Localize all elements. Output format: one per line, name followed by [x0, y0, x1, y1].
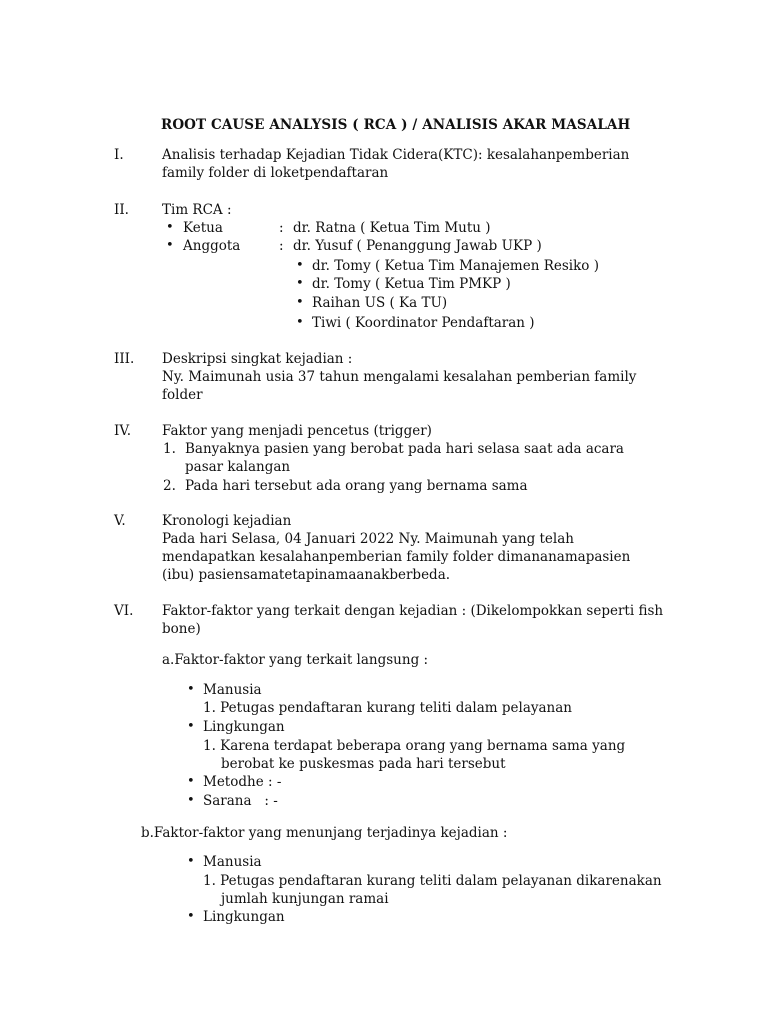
sub-a-manusia-item: 1. Petugas pendaftaran kurang teliti dalam pelayanan: [203, 700, 572, 716]
section-numeral-3: III.: [114, 351, 135, 367]
section-1-line-2: family folder di loketpendaftaran: [162, 165, 389, 181]
sub-a-sarana: Sarana : -: [203, 793, 278, 809]
section-1-line-1: Analisis terhadap Kejadian Tidak Cidera(KTC): kesalahanpemberian: [162, 147, 630, 163]
section-6-line-1: Faktor-faktor yang terkait dengan kejadian : (Dikelompokkan seperti fish: [162, 603, 664, 619]
trigger-item-line: pasar kalangan: [185, 459, 291, 475]
ketua-colon: :: [279, 220, 284, 236]
bullet-icon: •: [187, 909, 195, 924]
section-numeral-2: II.: [114, 202, 129, 218]
trigger-number: 1.: [163, 441, 176, 457]
bullet-icon: •: [187, 682, 195, 697]
member-item: dr. Tomy ( Ketua Tim PMKP ): [312, 276, 511, 292]
anggota-label: Anggota: [183, 238, 241, 254]
section-5-heading: Kronologi kejadian: [162, 513, 292, 529]
sub-a-manusia: Manusia: [203, 682, 262, 698]
section-6-line-2: bone): [162, 621, 201, 637]
sub-a-lingkungan: Lingkungan: [203, 719, 285, 735]
document-title: ROOT CAUSE ANALYSIS ( RCA ) / ANALISIS AKAR MASALAH: [161, 117, 631, 133]
anggota-colon: :: [279, 238, 284, 254]
bullet-icon: •: [187, 719, 195, 734]
bullet-icon: •: [296, 258, 304, 273]
section-3-line-2: folder: [162, 387, 203, 403]
section-5-line-2: mendapatkan kesalahanpemberian family folder dimananamapasien: [162, 549, 631, 565]
bullet-icon: •: [166, 238, 174, 253]
section-numeral-6: VI.: [114, 603, 134, 619]
ketua-label: Ketua: [183, 220, 223, 236]
bullet-icon: •: [296, 295, 304, 310]
section-3-heading: Deskripsi singkat kejadian :: [162, 351, 353, 367]
sub-a-heading: a.Faktor-faktor yang terkait langsung :: [162, 652, 429, 668]
member-item: Raihan US ( Ka TU): [312, 295, 448, 311]
bullet-icon: •: [296, 315, 304, 330]
bullet-icon: •: [296, 276, 304, 291]
bullet-icon: •: [187, 854, 195, 869]
anggota-value: dr. Yusuf ( Penanggung Jawab UKP ): [293, 238, 542, 254]
bullet-icon: •: [166, 220, 174, 235]
bullet-icon: •: [187, 793, 195, 808]
sub-b-manusia: Manusia: [203, 854, 262, 870]
sub-b-manusia-item-cont: jumlah kunjungan ramai: [221, 891, 389, 907]
section-5-line-3: (ibu) pasiensamatetapinamaanakberbeda.: [162, 567, 451, 583]
trigger-number: 2.: [163, 478, 176, 494]
trigger-item-line: Pada hari tersebut ada orang yang bernama sama: [185, 478, 528, 494]
member-item: Tiwi ( Koordinator Pendaftaran ): [312, 315, 535, 331]
sub-b-heading: b.Faktor-faktor yang menunjang terjadinya kejadian :: [141, 825, 508, 841]
trigger-item-line: Banyaknya pasien yang berobat pada hari selasa saat ada acara: [185, 441, 624, 457]
section-numeral-1: I.: [114, 147, 124, 163]
section-2-heading: Tim RCA :: [162, 202, 232, 218]
section-numeral-4: IV.: [114, 423, 132, 439]
ketua-value: dr. Ratna ( Ketua Tim Mutu ): [293, 220, 491, 236]
sub-a-lingkungan-item: 1. Karena terdapat beberapa orang yang bernama sama yang: [203, 738, 626, 754]
sub-b-manusia-item: 1. Petugas pendaftaran kurang teliti dalam pelayanan dikarenakan: [203, 873, 662, 889]
sub-a-metodhe: Metodhe : -: [203, 774, 282, 790]
bullet-icon: •: [187, 774, 195, 789]
sub-b-lingkungan: Lingkungan: [203, 909, 285, 925]
section-5-line-1: Pada hari Selasa, 04 Januari 2022 Ny. Maimunah yang telah: [162, 531, 574, 547]
section-4-heading: Faktor yang menjadi pencetus (trigger): [162, 423, 432, 439]
section-numeral-5: V.: [114, 513, 126, 529]
sub-a-lingkungan-item-cont: berobat ke puskesmas pada hari tersebut: [221, 756, 506, 772]
member-item: dr. Tomy ( Ketua Tim Manajemen Resiko ): [312, 258, 599, 274]
section-3-line-1: Ny. Maimunah usia 37 tahun mengalami kesalahan pemberian family: [162, 369, 637, 385]
